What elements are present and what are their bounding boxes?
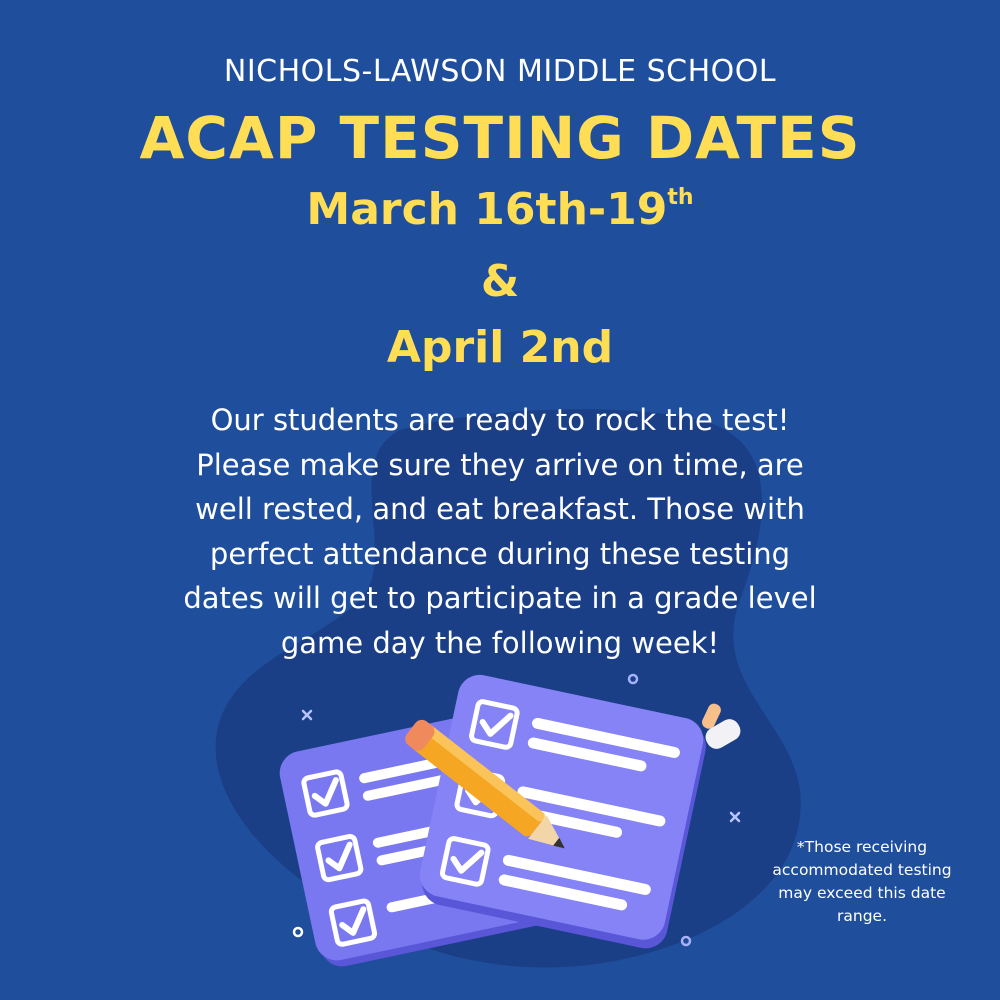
footnote-line: range.	[837, 907, 887, 925]
footnote-line: may exceed this date	[778, 884, 946, 902]
message-line: game day the following week!	[280, 625, 720, 660]
message-line: well rested, and eat breakfast. Those with	[195, 492, 805, 526]
first-dates-text: March 16th-19	[306, 184, 668, 235]
message-line: Please make sure they arrive on time, are	[196, 447, 804, 482]
footnote-line: *Those receiving	[796, 838, 928, 856]
footnote	[762, 836, 962, 928]
message-line: Our students are ready to rock the test!	[210, 403, 790, 437]
dates-connector: &	[480, 256, 520, 307]
message-line: perfect attendance during these testing	[209, 536, 791, 571]
first-dates-suffix: th	[667, 185, 694, 210]
footnote-line: accommodated testing	[772, 861, 952, 879]
second-testing-date: April 2nd	[386, 322, 614, 373]
chalk-piece-icon	[700, 702, 744, 753]
headline: ACAP TESTING DATES	[139, 104, 861, 172]
school-name: NICHOLS-LAWSON MIDDLE SCHOOL	[223, 54, 777, 89]
message-line: dates will get to participate in a grade level	[183, 581, 817, 615]
